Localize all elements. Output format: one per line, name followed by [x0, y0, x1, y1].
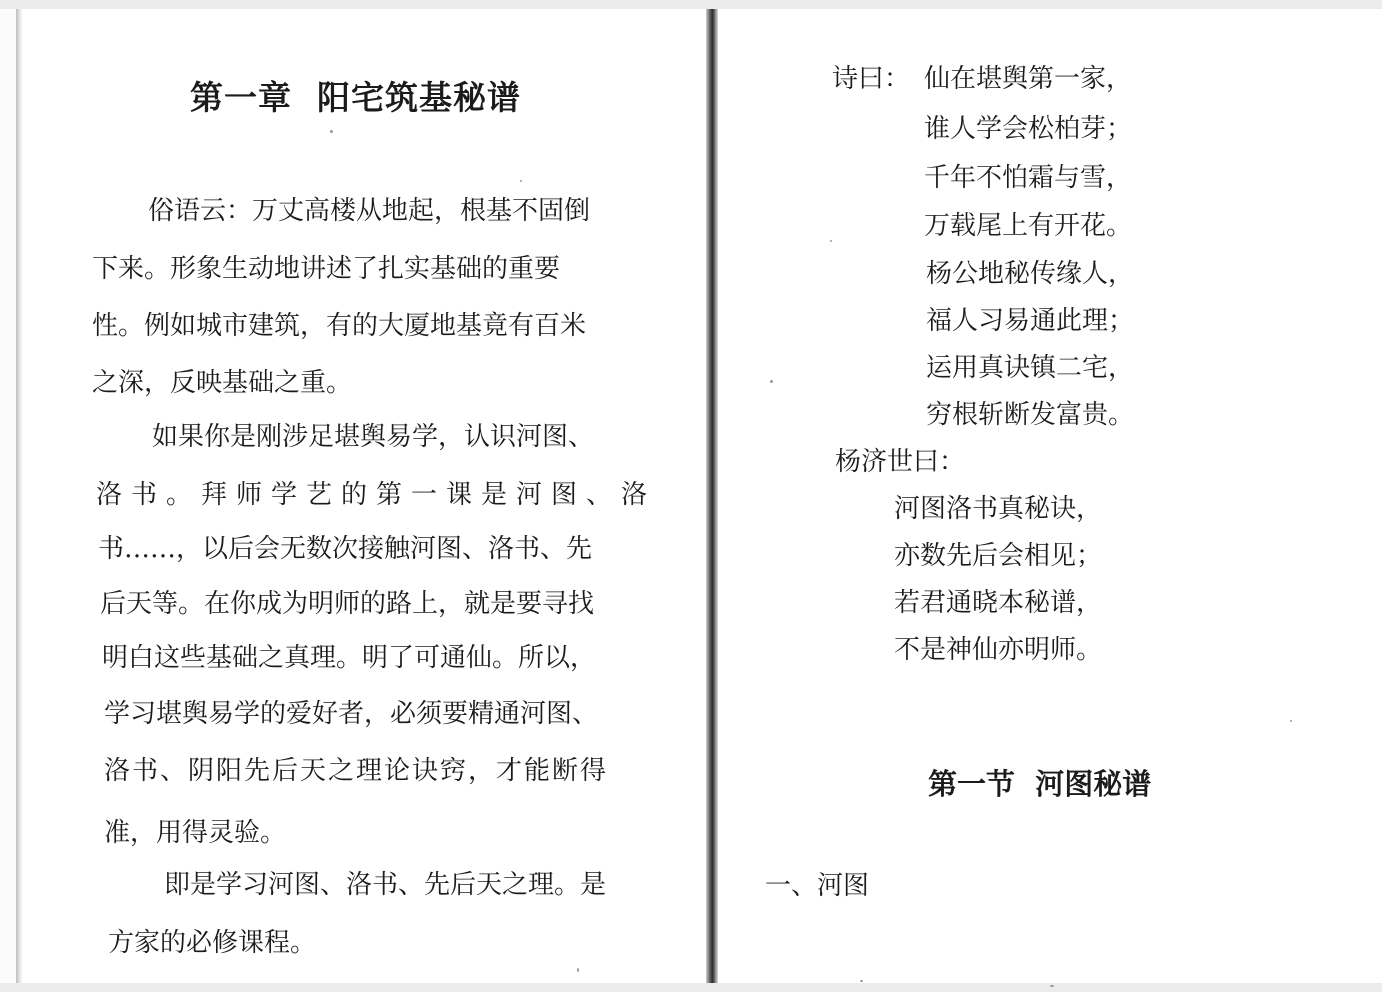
section-title: 第一节 河图秘谱 — [928, 767, 1152, 801]
poem-line: 谁人学会松柏芽； — [924, 114, 1133, 144]
paragraph-line: 方家的必修课程。 — [108, 928, 317, 958]
paragraph-line: 即是学习河图、洛书、先后天之理。是 — [164, 870, 607, 900]
book-gutter — [706, 9, 718, 983]
paragraph-line: 性。例如城市建筑，有的大厦地基竟有百米 — [92, 311, 587, 341]
paragraph-line: 后天等。在你成为明师的路上，就是要寻找 — [100, 589, 595, 619]
scan-speck — [830, 240, 832, 242]
poem-line: 穷根斩断发富贵。 — [926, 400, 1135, 430]
paragraph-line: 学习堪舆易学的爱好者，必须要精通河图、 — [104, 699, 599, 729]
paragraph-line: 洛书、阴阳先后天之理论诀窍，才能断得 — [104, 756, 609, 786]
poem-line: 亦数先后会相见； — [894, 541, 1103, 571]
scan-speck — [577, 968, 579, 972]
scan-bottom-margin — [0, 983, 1382, 992]
paragraph-line: 书……，以后会无数次接触河图、洛书、先 — [98, 534, 593, 564]
poem-line: 杨公地秘传缘人， — [926, 259, 1135, 289]
subsection-heading: 一、河图 — [765, 871, 870, 901]
paragraph-line: 准，用得灵验。 — [104, 818, 287, 848]
scan-speck — [770, 380, 773, 383]
poem-label: 杨济世曰： — [835, 447, 966, 477]
paragraph-line: 之深，反映基础之重。 — [92, 368, 353, 398]
scan-speck — [1290, 720, 1292, 722]
poem-line: 万载尾上有开花。 — [924, 211, 1133, 241]
left-page-edge-shadow — [16, 9, 22, 983]
scan-top-margin — [0, 0, 1382, 9]
poem-line: 若君通晓本秘谱， — [894, 588, 1103, 618]
poem-line: 千年不怕霜与雪， — [924, 163, 1133, 193]
chapter-title: 第一章 阳宅筑基秘谱 — [190, 78, 521, 117]
paragraph-line: 如果你是刚涉足堪舆易学，认识河图、 — [152, 422, 595, 452]
poem-label: 诗曰： — [832, 64, 911, 94]
paragraph-line: 下来。形象生动地讲述了扎实基础的重要 — [92, 254, 561, 284]
paragraph-line: 俗语云：万丈高楼从地起，根基不固倒 — [148, 196, 591, 226]
poem-line: 河图洛书真秘诀， — [894, 494, 1103, 524]
poem-line: 福人习易通此理； — [926, 306, 1135, 336]
poem-line: 仙在堪舆第一家， — [924, 64, 1133, 94]
scan-speck — [330, 130, 333, 133]
scan-speck — [860, 980, 863, 982]
paragraph-line: 明白这些基础之真理。明了可通仙。所以， — [102, 643, 597, 673]
scan-speck — [520, 180, 522, 182]
poem-line: 运用真诀镇二宅， — [926, 353, 1135, 383]
paragraph-line: 洛书。拜师学艺的第一课是河图、洛 — [96, 480, 657, 510]
scan-speck — [1050, 985, 1054, 987]
poem-line: 不是神仙亦明师。 — [894, 635, 1103, 665]
